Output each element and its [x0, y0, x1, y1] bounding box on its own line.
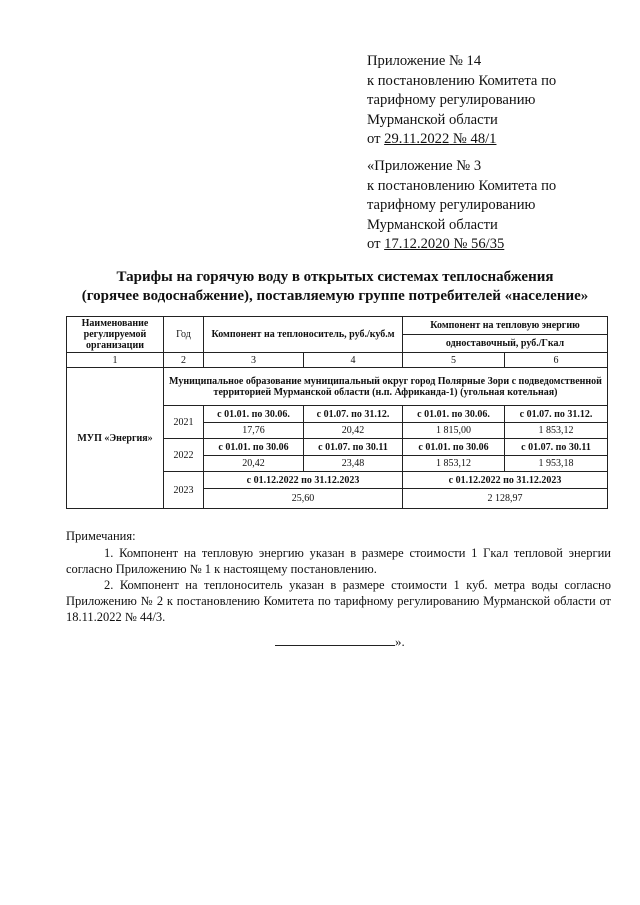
notes-section [66, 528, 611, 625]
org-name: МУП «Энергия» [67, 368, 164, 509]
appendix-line: Приложение № 14 [367, 53, 482, 69]
value-cell: 20,42 [304, 423, 403, 439]
period-cell: с 01.01. по 30.06. [204, 406, 304, 423]
value-cell: 1 815,00 [403, 423, 505, 439]
period-cell: с 01.12.2022 по 31.12.2023 [403, 472, 608, 489]
appendix-line: к постановлению Комитета по [367, 72, 557, 89]
date-prefix: от [367, 131, 385, 147]
notes-heading: Примечания: [66, 529, 136, 543]
date-prefix: от [367, 236, 385, 252]
header-year: Год [164, 317, 204, 353]
column-number-row [67, 353, 608, 368]
note-2: 2. Компонент на теплоноситель указан в размере стоимости 1 куб. метра воды согласно Приложению № 2 к постановлению Комитета по тарифному регулированию Мурманской области от 18.11.2022 № 44/3. [66, 578, 611, 624]
appendix-line: тарифному регулированию [367, 92, 536, 108]
appendix-date: 17.12.2020 [384, 236, 450, 252]
appendix-14-block [367, 52, 556, 150]
appendix-line: к постановлению Комитета по [367, 177, 557, 194]
value-cell: 1 953,18 [505, 456, 608, 472]
period-cell: с 01.07. по 30.11 [304, 439, 403, 456]
period-cell: с 01.01. по 30.06 [403, 439, 505, 456]
appendix-number: 56/35 [471, 236, 505, 252]
year-cell: 2022 [164, 439, 204, 472]
value-cell: 1 853,12 [403, 456, 505, 472]
territory-row [67, 368, 608, 406]
table-header-row [67, 317, 608, 335]
col-number: 4 [304, 353, 403, 368]
title-line-1: Тарифы на горячую воду в открытых системах теплоснабжения [116, 269, 554, 285]
year-cell: 2021 [164, 406, 204, 439]
year-cell: 2023 [164, 472, 204, 509]
value-cell: 25,60 [204, 489, 403, 509]
signature-line [275, 635, 395, 646]
header-carrier: Компонент на теплоноситель, руб./куб.м [204, 317, 403, 353]
value-cell: 1 853,12 [505, 423, 608, 439]
value-cell: 2 128,97 [403, 489, 608, 509]
col-number: 2 [164, 353, 204, 368]
col-number: 5 [403, 353, 505, 368]
title-line-2: (горячее водоснабжение), поставляемую группе потребителей «население» [81, 288, 589, 304]
note-1: 1. Компонент на тепловую энергию указан в размере стоимости 1 Гкал тепловой энергии согласно Приложению № 1 к настоящему постановлению. [66, 546, 611, 576]
tariff-table [66, 316, 608, 509]
appendix-number: 48/1 [470, 131, 497, 147]
col-number: 3 [204, 353, 304, 368]
appendix-date: 29.11.2022 [384, 131, 450, 147]
appendix-3-block [367, 157, 556, 255]
header-energy: Компонент на тепловую энергию [403, 317, 608, 335]
header-org: Наименование регулируемой организации [67, 317, 164, 353]
value-cell: 17,76 [204, 423, 304, 439]
period-cell: с 01.01. по 30.06 [204, 439, 304, 456]
period-cell: с 01.12.2022 по 31.12.2023 [204, 472, 403, 489]
number-prefix: № [449, 131, 471, 147]
document-title [30, 268, 640, 306]
appendix-date-line [367, 235, 556, 255]
appendix-line: Мурманской области [367, 216, 498, 233]
col-number: 6 [505, 353, 608, 368]
appendix-date-line [367, 130, 556, 150]
header-energy-sub: одноставочный, руб./Гкал [403, 335, 608, 353]
appendix-line: Мурманской области [367, 111, 498, 128]
period-cell: с 01.07. по 31.12. [505, 406, 608, 423]
col-number: 1 [67, 353, 164, 368]
value-cell: 20,42 [204, 456, 304, 472]
closing-quote: ». [395, 634, 405, 649]
appendix-line: «Приложение № 3 [367, 158, 482, 174]
period-cell: с 01.07. по 31.12. [304, 406, 403, 423]
period-cell: с 01.07. по 30.11 [505, 439, 608, 456]
number-prefix: № [449, 236, 472, 252]
appendix-line: тарифному регулированию [367, 197, 536, 213]
value-cell: 23,48 [304, 456, 403, 472]
closing-line [275, 634, 405, 650]
territory-cell: Муниципальное образование муниципальный округ город Полярные Зори с подведомственной территорией Мурманской области (н.п. Африканда-1) (угольная котельная) [164, 368, 608, 406]
period-cell: с 01.01. по 30.06. [403, 406, 505, 423]
